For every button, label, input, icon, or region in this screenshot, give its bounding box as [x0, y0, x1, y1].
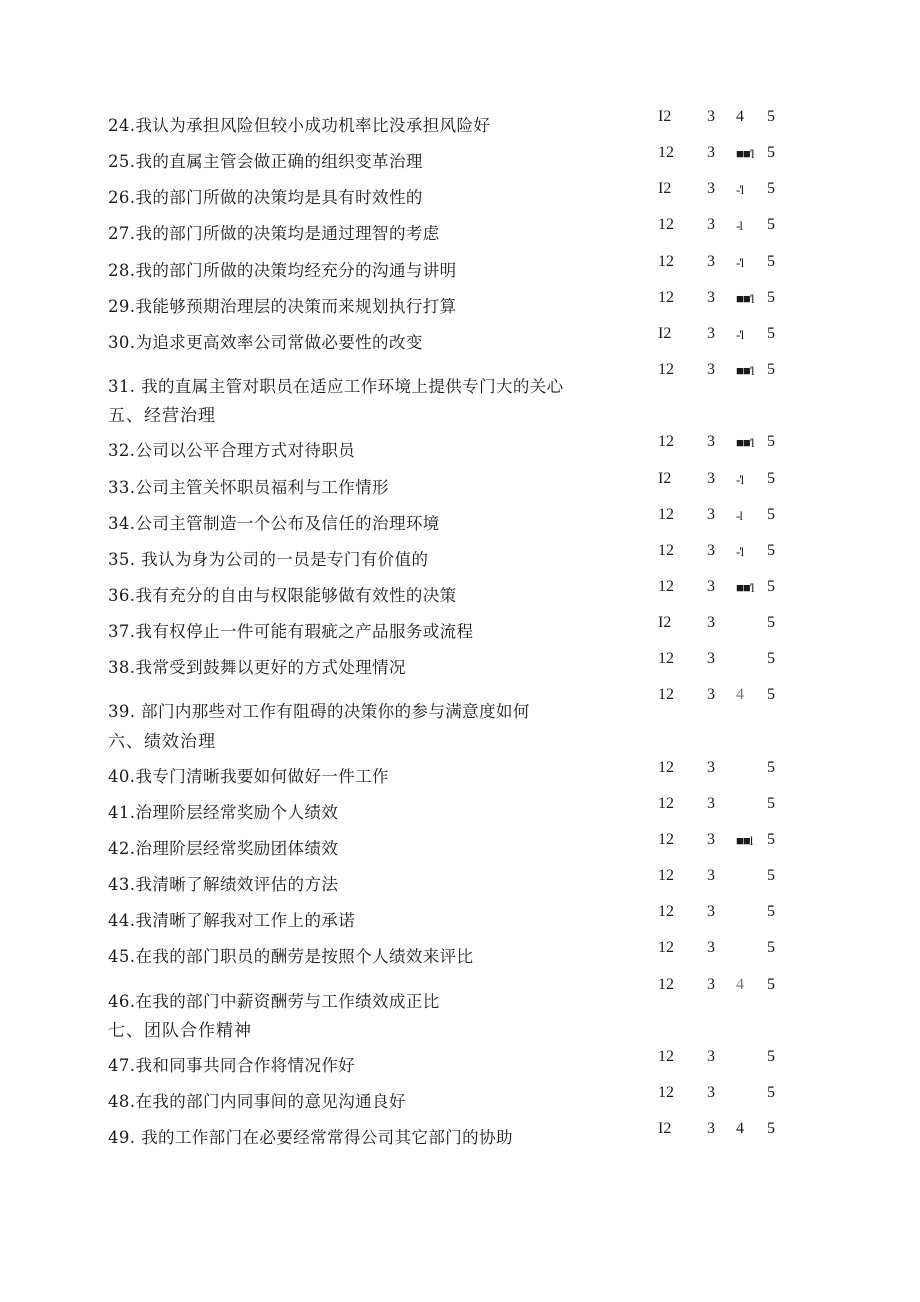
rating-col-3: 3 — [707, 324, 715, 342]
rating-col-1-2: 12 — [658, 577, 674, 595]
question-row — [0, 1048, 920, 1078]
rating-col-1-2: 12 — [658, 144, 674, 162]
rating-col-5: 5 — [767, 577, 775, 595]
question-text: 49. 我的工作部门在必要经常常得公司其它部门的协助 — [108, 1128, 513, 1148]
rating-col-4: ■■'l — [736, 363, 754, 379]
rating-col-5: 5 — [767, 361, 775, 379]
rating-col-3: 3 — [707, 541, 715, 559]
question-row — [0, 1084, 920, 1114]
rating-col-5: 5 — [767, 144, 775, 162]
rating-col-5: 5 — [767, 288, 775, 306]
rating-col-1-2: 12 — [658, 831, 674, 848]
question-text: 38.我常受到鼓舞以更好的方式处理情况 — [108, 658, 406, 678]
section-heading-row — [0, 1012, 920, 1042]
rating-col-5: 5 — [767, 469, 775, 487]
question-row — [0, 506, 920, 536]
question-text: 32.公司以公平合理方式对待职员 — [108, 441, 356, 461]
rating-col-3: 3 — [707, 252, 715, 270]
rating-col-4: 4 — [736, 108, 744, 125]
question-row — [0, 542, 920, 572]
question-text: 28.我的部门所做的决策均经充分的沟通与讲明 — [108, 260, 457, 280]
question-row — [0, 325, 920, 355]
rating-col-1-2: 12 — [658, 903, 674, 921]
rating-col-3: 3 — [707, 361, 715, 379]
rating-col-3: 3 — [707, 180, 715, 198]
question-row — [0, 759, 920, 789]
rating-col-1-2: 12 — [658, 1047, 674, 1065]
rating-col-3: 3 — [707, 505, 715, 523]
rating-col-5: 5 — [767, 867, 775, 885]
question-row — [0, 433, 920, 463]
question-row — [0, 831, 920, 861]
question-text: 39. 部门内那些对工作有阻碍的决策你的参与满意度如何 — [108, 702, 530, 722]
rating-col-5: 5 — [767, 686, 775, 704]
rating-col-1-2: I2 — [658, 180, 672, 198]
rating-col-3: 3 — [707, 144, 715, 162]
question-row — [0, 578, 920, 608]
rating-col-1-2: 12 — [658, 794, 674, 812]
rating-col-5: 5 — [767, 541, 775, 559]
question-text: 44.我清晰了解我对工作上的承诺 — [108, 911, 356, 931]
question-row — [0, 650, 920, 680]
section-heading: 六、绩效治理 — [108, 731, 216, 752]
rating-col-5: 5 — [767, 939, 775, 957]
rating-col-3: 3 — [707, 108, 715, 125]
rating-col-1-2: 12 — [658, 650, 674, 668]
question-row — [0, 903, 920, 933]
section-heading-row — [0, 397, 920, 427]
rating-col-1-2: 12 — [658, 433, 674, 451]
rating-col-3: 3 — [707, 288, 715, 306]
rating-col-3: 3 — [707, 867, 715, 885]
question-text: 29.我能够预期治理层的决策而来规划执行打算 — [108, 296, 457, 316]
rating-col-5: 5 — [767, 180, 775, 198]
rating-col-5: 5 — [767, 1120, 775, 1138]
rating-col-3: 3 — [707, 1047, 715, 1065]
question-row — [0, 216, 920, 246]
question-row — [0, 686, 920, 722]
question-row — [0, 470, 920, 500]
rating-col-5: 5 — [767, 433, 775, 451]
question-text: 48.在我的部门内同事间的意见沟通良好 — [108, 1092, 406, 1112]
question-row — [0, 289, 920, 319]
rating-col-5: 5 — [767, 975, 775, 993]
question-text: 35. 我认为身为公司的一员是专门有价值的 — [108, 549, 429, 569]
rating-col-3: 3 — [707, 469, 715, 487]
question-text: 34.公司主管制造一个公布及信任的治理环境 — [108, 513, 440, 533]
question-row — [0, 939, 920, 969]
rating-col-4: 4 — [736, 686, 744, 704]
rating-col-3: 3 — [707, 1084, 715, 1102]
rating-col-1-2: 12 — [658, 867, 674, 885]
rating-col-5: 5 — [767, 903, 775, 921]
question-row — [0, 1120, 920, 1150]
rating-col-3: 3 — [707, 216, 715, 234]
rating-col-4: ■■'l — [736, 579, 754, 595]
question-text: 45.在我的部门职员的酬劳是按照个人绩效来评比 — [108, 947, 474, 967]
rating-col-4: -'l — [736, 182, 744, 198]
question-text: 26.我的部门所做的决策均是具有时效性的 — [108, 188, 423, 208]
rating-col-4: -'l — [736, 254, 744, 270]
rating-col-4: -l — [736, 218, 742, 234]
section-heading: 七、团队合作精神 — [108, 1020, 252, 1041]
rating-col-3: 3 — [707, 577, 715, 595]
question-row — [0, 361, 920, 397]
rating-col-1-2: I2 — [658, 324, 672, 342]
section-heading: 五、经营治理 — [108, 406, 216, 427]
question-text: 31. 我的直属主管对职员在适应工作环境上提供专门大的关心 — [108, 377, 564, 397]
rating-col-1-2: 12 — [658, 505, 674, 523]
question-row — [0, 795, 920, 825]
rating-col-4: ■■'l — [736, 435, 754, 451]
rating-col-3: 3 — [707, 614, 715, 632]
rating-col-1-2: 12 — [658, 1084, 674, 1102]
rating-col-1-2: 12 — [658, 288, 674, 306]
rating-col-4: ■■'l — [736, 290, 754, 306]
rating-col-3: 3 — [707, 831, 715, 848]
rating-col-1-2: 12 — [658, 758, 674, 776]
rating-col-3: 3 — [707, 975, 715, 993]
question-text: 40.我专门清晰我要如何做好一件工作 — [108, 766, 389, 786]
rating-col-4: 4 — [736, 975, 744, 993]
question-text: 25.我的直属主管会做正确的组织变革治理 — [108, 152, 423, 172]
rating-col-1-2: 12 — [658, 252, 674, 270]
rating-col-1-2: 12 — [658, 216, 674, 234]
rating-col-4: -'l — [736, 471, 744, 487]
question-row — [0, 144, 920, 174]
question-text: 30.为追求更高效率公司常做必要性的改变 — [108, 332, 423, 352]
question-row — [0, 614, 920, 644]
rating-col-1-2: 12 — [658, 939, 674, 957]
rating-col-4: -l — [736, 507, 742, 523]
rating-col-1-2: I2 — [658, 614, 672, 632]
rating-col-1-2: I2 — [658, 108, 672, 125]
question-text: 41.治理阶层经常奖励个人绩效 — [108, 802, 339, 822]
rating-col-3: 3 — [707, 1120, 715, 1138]
question-text: 43.我清晰了解绩效评估的方法 — [108, 875, 339, 895]
rating-col-1-2: 12 — [658, 975, 674, 993]
rating-col-1-2: 12 — [658, 541, 674, 559]
question-row — [0, 180, 920, 210]
question-row — [0, 975, 920, 1011]
rating-col-3: 3 — [707, 794, 715, 812]
rating-col-5: 5 — [767, 324, 775, 342]
rating-col-5: 5 — [767, 650, 775, 668]
question-text: 37.我有权停止一件可能有瑕疵之产品服务或流程 — [108, 622, 474, 642]
rating-col-5: 5 — [767, 1084, 775, 1102]
rating-col-5: 5 — [767, 831, 775, 848]
rating-col-3: 3 — [707, 903, 715, 921]
question-text: 24.我认为承担风险但较小成功机率比没承担风险好 — [108, 116, 491, 135]
rating-col-5: 5 — [767, 794, 775, 812]
rating-col-4: ■■'l — [736, 146, 754, 162]
rating-col-5: 5 — [767, 216, 775, 234]
question-row — [0, 253, 920, 283]
rating-col-5: 5 — [767, 614, 775, 632]
section-heading-row — [0, 723, 920, 753]
rating-col-1-2: I2 — [658, 1120, 672, 1138]
question-text: 36.我有充分的自由与权限能够做有效性的决策 — [108, 585, 457, 605]
question-text: 27.我的部门所做的决策均是通过理智的考虑 — [108, 224, 440, 244]
rating-col-3: 3 — [707, 433, 715, 451]
rating-col-4: ■■l — [736, 833, 753, 848]
rating-col-5: 5 — [767, 758, 775, 776]
question-text: 47.我和同事共同合作将情况作好 — [108, 1055, 356, 1075]
rating-col-5: 5 — [767, 1047, 775, 1065]
rating-col-4: -'l — [736, 326, 744, 342]
rating-col-4: 4 — [736, 1120, 744, 1138]
rating-col-3: 3 — [707, 686, 715, 704]
question-text: 42.治理阶层经常奖励团体绩效 — [108, 839, 339, 858]
rating-col-3: 3 — [707, 650, 715, 668]
rating-col-5: 5 — [767, 252, 775, 270]
rating-col-3: 3 — [707, 939, 715, 957]
rating-col-4: -'l — [736, 543, 744, 559]
question-text: 33.公司主管关怀职员福利与工作情形 — [108, 477, 389, 497]
rating-col-3: 3 — [707, 758, 715, 776]
rating-col-1-2: 12 — [658, 686, 674, 704]
rating-col-1-2: 12 — [658, 361, 674, 379]
question-row — [0, 867, 920, 897]
question-row — [0, 108, 920, 138]
rating-col-5: 5 — [767, 505, 775, 523]
rating-col-5: 5 — [767, 108, 775, 125]
rating-col-1-2: I2 — [658, 469, 672, 487]
question-text: 46.在我的部门中薪资酬劳与工作绩效成正比 — [108, 991, 440, 1011]
